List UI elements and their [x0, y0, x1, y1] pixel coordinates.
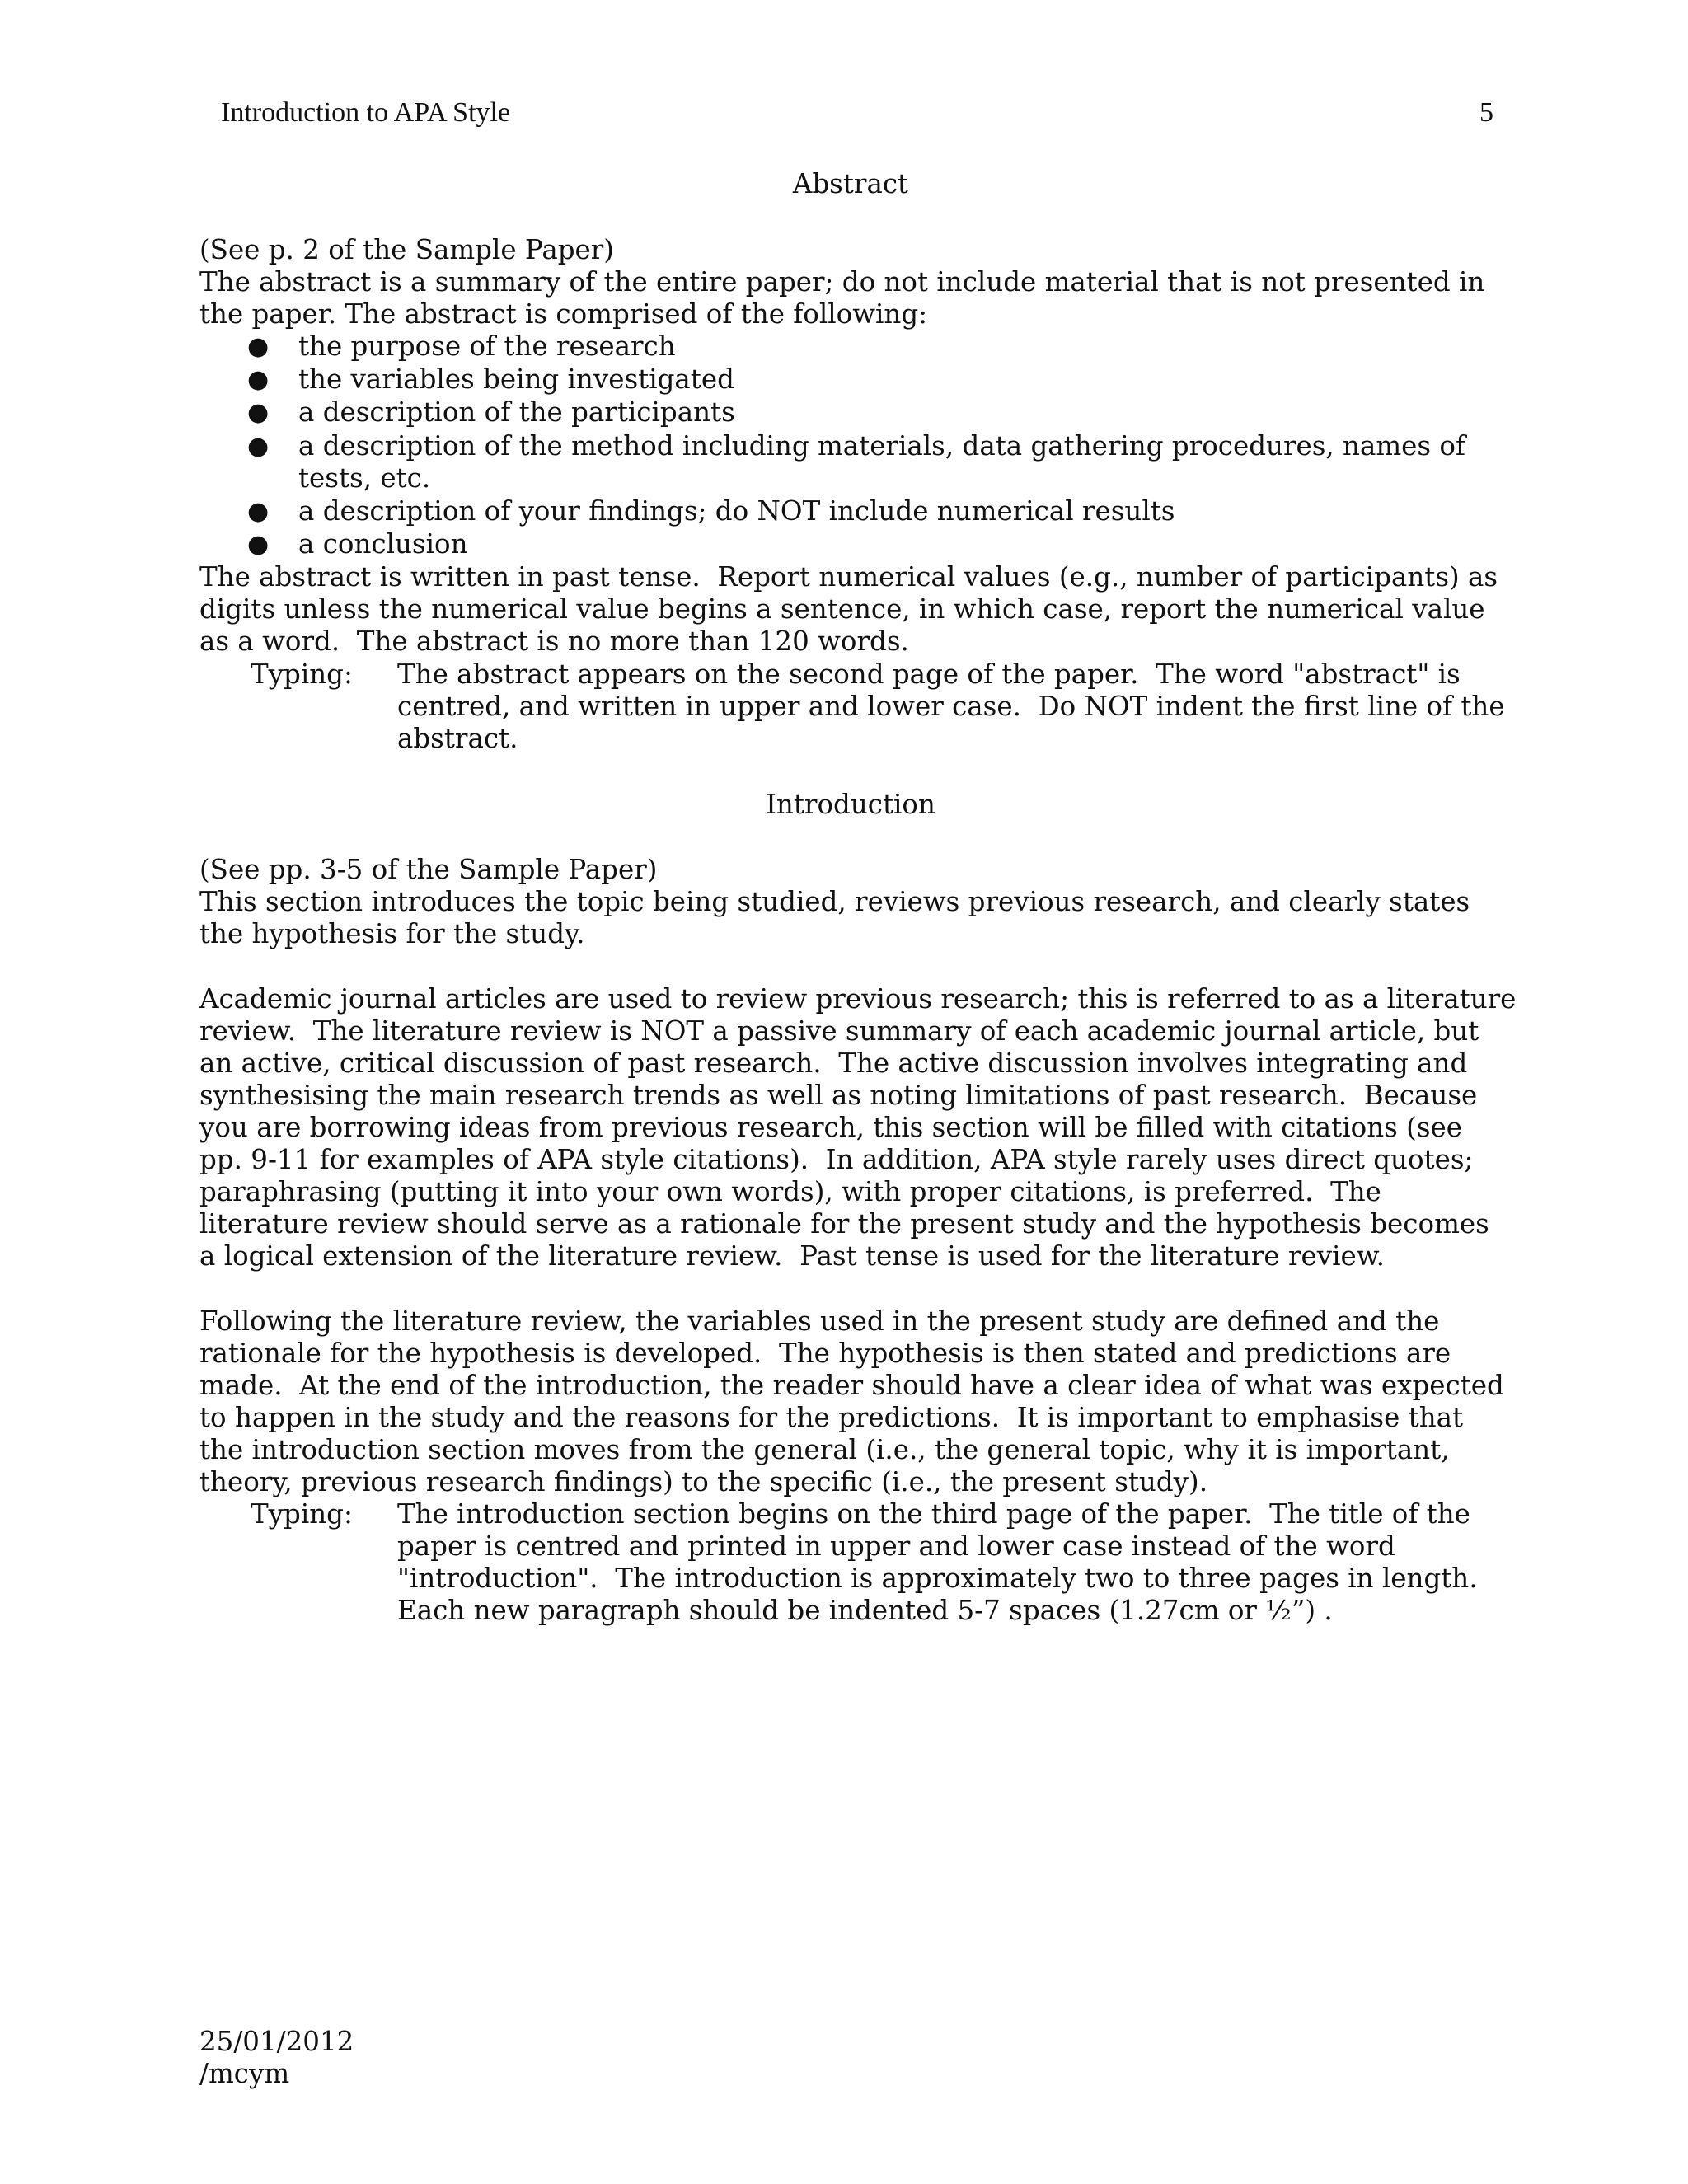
- hypothesis-paragraph-line: rationale for the hypothesis is developed. The hypothesis is then stated and predictions are: [199, 1338, 1451, 1369]
- bullet-text: a conclusion: [298, 528, 468, 560]
- bullet-text-continued: tests, etc.: [298, 462, 431, 494]
- literature-paragraph-line: a logical extension of the literature review. Past tense is used for the literature review.: [199, 1240, 1385, 1272]
- abstract-typing-line: centred, and written in upper and lower case. Do NOT indent the first line of the: [397, 691, 1505, 722]
- introduction-typing-line: The introduction section begins on the third page of the paper. The title of the: [397, 1498, 1470, 1530]
- abstract-see-reference: (See p. 2 of the Sample Paper): [199, 234, 614, 265]
- literature-paragraph-line: pp. 9-11 for examples of APA style citations). In addition, APA style rarely uses direct quotes;: [199, 1144, 1474, 1175]
- footer-date: 25/01/2012: [199, 2026, 354, 2057]
- introduction-paragraph-line: This section introduces the topic being studied, reviews previous research, and clearly states: [199, 886, 1470, 917]
- literature-paragraph-line: review. The literature review is NOT a passive summary of each academic journal article, but: [199, 1015, 1479, 1047]
- literature-paragraph-line: an active, critical discussion of past research. The active discussion involves integrating and: [199, 1047, 1468, 1079]
- bullet-icon: ●: [247, 432, 270, 461]
- bullet-icon: ●: [247, 497, 270, 526]
- bullet-icon: ●: [247, 398, 270, 427]
- introduction-see-reference: (See pp. 3-5 of the Sample Paper): [199, 854, 658, 885]
- literature-paragraph-line: you are borrowing ideas from previous research, this section will be filled with citations (see: [199, 1112, 1462, 1143]
- literature-paragraph-line: synthesising the main research trends as well as noting limitations of past research. Because: [199, 1080, 1478, 1111]
- literature-paragraph-line: Academic journal articles are used to review previous research; this is referred to as a literature: [199, 983, 1517, 1015]
- abstract-tense-line: The abstract is written in past tense. Report numerical values (e.g., number of participants) as: [199, 561, 1498, 593]
- introduction-heading: Introduction: [766, 789, 935, 820]
- introduction-typing-line: paper is centred and printed in upper and lower case instead of the word: [397, 1530, 1395, 1562]
- abstract-typing-line: abstract.: [397, 723, 518, 754]
- bullet-icon: ●: [247, 332, 270, 361]
- page-footer: [199, 2026, 354, 2090]
- abstract-intro-line: the paper. The abstract is comprised of the following:: [199, 298, 928, 330]
- hypothesis-paragraph-line: Following the literature review, the variables used in the present study are defined and the: [199, 1305, 1440, 1337]
- bullet-text: a description of your findings; do NOT include numerical results: [298, 495, 1175, 527]
- introduction-typing-line: Each new paragraph should be indented 5-7 spaces (1.27cm or ½”) .: [397, 1595, 1333, 1626]
- hypothesis-paragraph-line: to happen in the study and the reasons for the predictions. It is important to emphasise that: [199, 1402, 1464, 1433]
- literature-paragraph-line: literature review should serve as a rationale for the present study and the hypothesis becomes: [199, 1208, 1489, 1240]
- bullet-text: the variables being investigated: [298, 363, 734, 395]
- footer-initials: /mcym: [199, 2058, 290, 2089]
- hypothesis-paragraph-line: the introduction section moves from the general (i.e., the general topic, why it is important,: [199, 1434, 1450, 1465]
- hypothesis-paragraph-line: theory, previous research findings) to the specific (i.e., the present study).: [199, 1466, 1208, 1497]
- abstract-tense-line: digits unless the numerical value begins a sentence, in which case, report the numerical value: [199, 593, 1485, 625]
- running-head: Introduction to APA Style: [221, 97, 511, 128]
- bullet-icon: ●: [247, 530, 270, 559]
- hypothesis-paragraph-line: made. At the end of the introduction, the reader should have a clear idea of what was expected: [199, 1370, 1504, 1401]
- bullet-text: a description of the method including materials, data gathering procedures, names of: [298, 430, 1466, 462]
- literature-paragraph-line: paraphrasing (putting it into your own words), with proper citations, is preferred. The: [199, 1176, 1381, 1207]
- bullet-text: a description of the participants: [298, 396, 735, 428]
- abstract-intro-line: The abstract is a summary of the entire paper; do not include material that is not presented in: [199, 266, 1485, 298]
- bullet-text: the purpose of the research: [298, 330, 676, 362]
- bullet-icon: ●: [247, 365, 270, 394]
- introduction-paragraph-line: the hypothesis for the study.: [199, 918, 585, 949]
- abstract-typing-line: The abstract appears on the second page of the paper. The word "abstract" is: [397, 658, 1461, 690]
- abstract-tense-line: as a word. The abstract is no more than 120 words.: [199, 626, 909, 657]
- abstract-heading: Abstract: [792, 168, 909, 199]
- page-number: 5: [1479, 97, 1493, 128]
- introduction-typing-label: Typing:: [251, 1498, 353, 1530]
- introduction-typing-line: "introduction". The introduction is approximately two to three pages in length.: [397, 1563, 1478, 1594]
- abstract-typing-label: Typing:: [251, 658, 353, 690]
